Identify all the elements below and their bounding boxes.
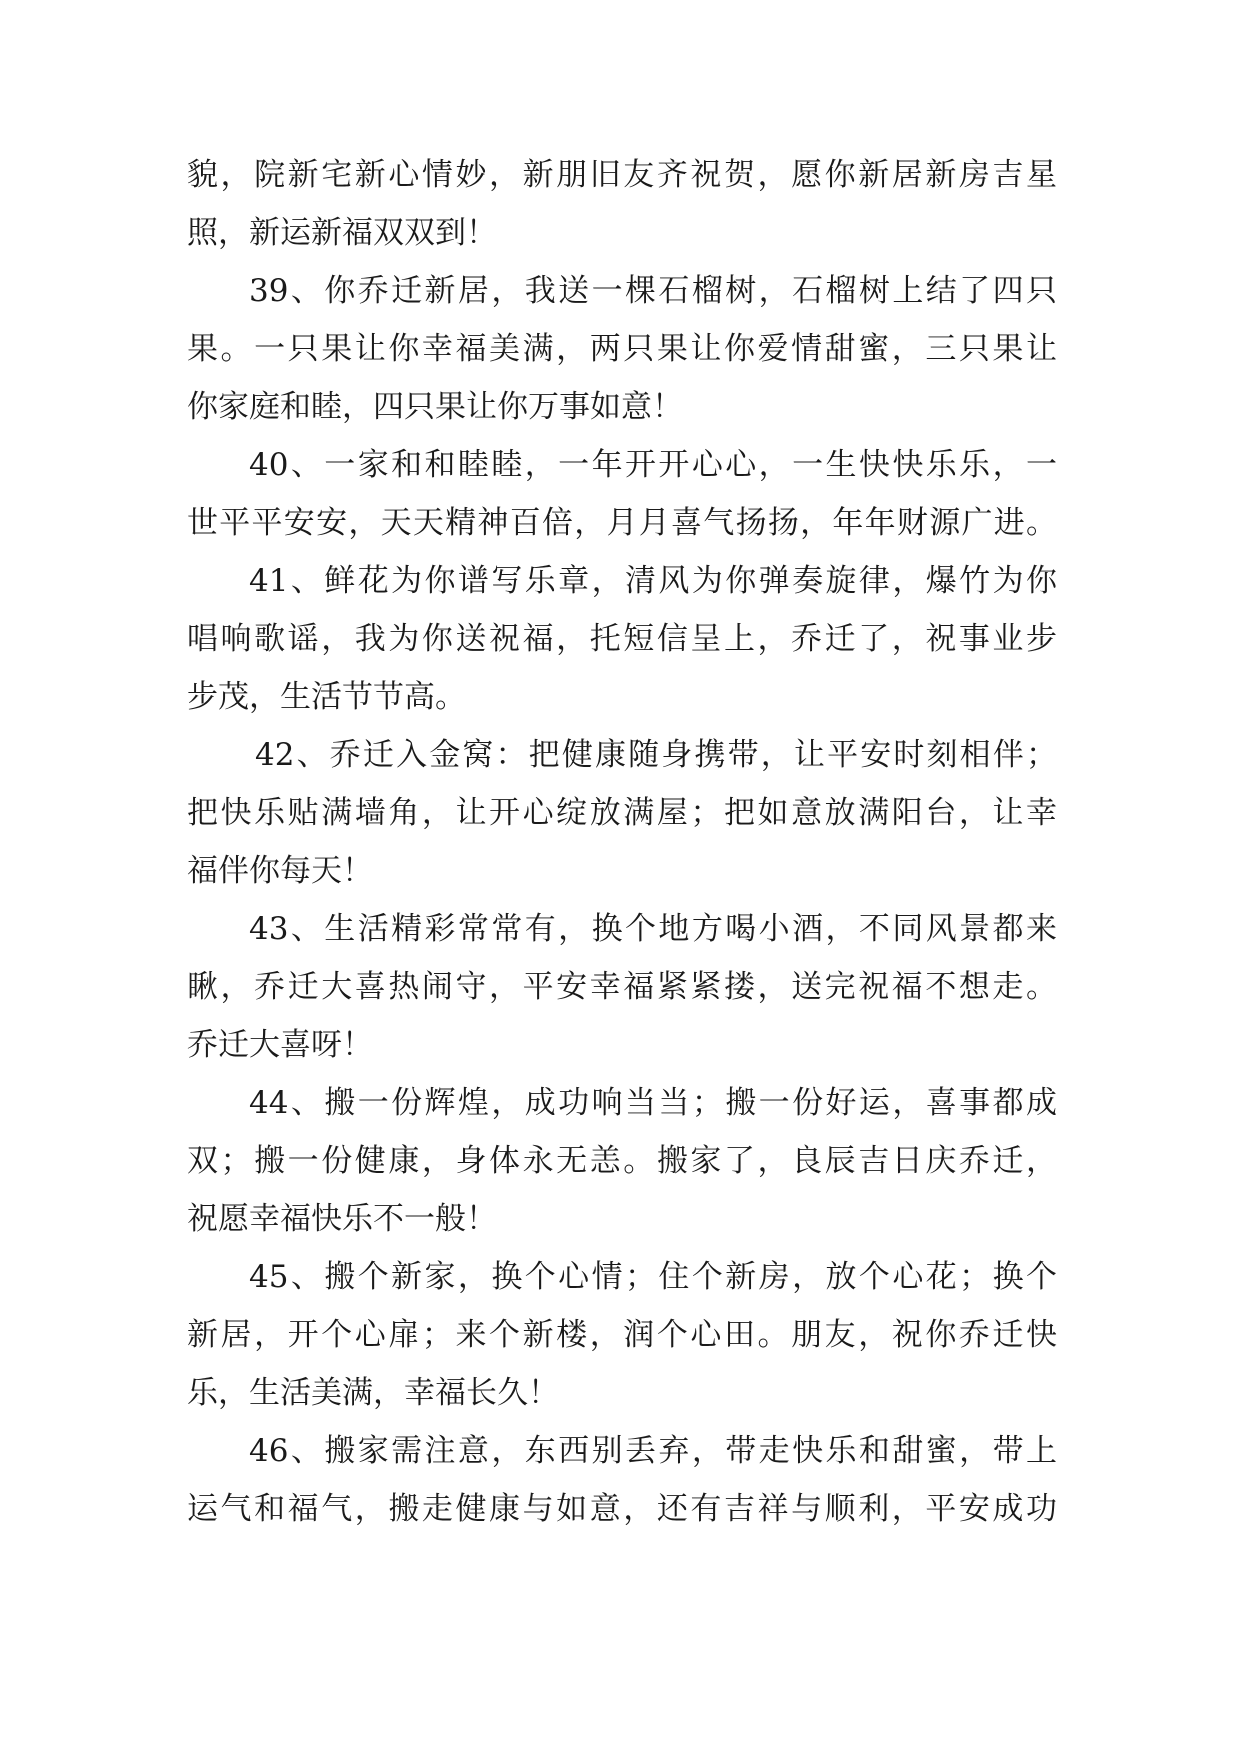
text-line: 瞅，乔迁大喜热闹守，平安幸福紧紧搂，送完祝福不想走。 <box>187 969 1057 1005</box>
text-line: 世平平安安，天天精神百倍，月月喜气扬扬，年年财源广进。 <box>187 505 1057 541</box>
text-line: 福伴你每天！ <box>187 853 373 889</box>
text-line: 祝愿幸福快乐不一般！ <box>187 1201 497 1237</box>
text-line: 运气和福气，搬走健康与如意，还有吉祥与顺利，平安成功 <box>187 1491 1057 1527</box>
text-line: 46、搬家需注意，东西别丢弃，带走快乐和甜蜜，带上 <box>249 1433 1057 1469</box>
text-line: 步茂，生活节节高。 <box>187 679 466 715</box>
text-line: 貌，院新宅新心情妙，新朋旧友齐祝贺，愿你新居新房吉星 <box>187 157 1057 193</box>
text-line: 双；搬一份健康，身体永无恙。搬家了，良辰吉日庆乔迁， <box>187 1143 1057 1179</box>
text-line: 39、你乔迁新居，我送一棵石榴树，石榴树上结了四只 <box>249 273 1057 309</box>
text-line: 照，新运新福双双到！ <box>187 215 497 251</box>
text-line: 把快乐贴满墙角，让开心绽放满屋；把如意放满阳台，让幸 <box>187 795 1057 831</box>
text-line: 43、生活精彩常常有，换个地方喝小酒，不同风景都来 <box>249 911 1057 947</box>
text-line: 42、乔迁入金窝：把健康随身携带，让平安时刻相伴； <box>255 737 1057 773</box>
text-line: 41、鲜花为你谱写乐章，清风为你弹奏旋律，爆竹为你 <box>249 563 1057 599</box>
text-line: 40、一家和和睦睦，一年开开心心，一生快快乐乐，一 <box>249 447 1057 483</box>
text-line: 45、搬个新家，换个心情；住个新房，放个心花；换个 <box>249 1259 1057 1295</box>
text-line: 你家庭和睦，四只果让你万事如意！ <box>187 389 683 425</box>
text-line: 44、搬一份辉煌，成功响当当；搬一份好运，喜事都成 <box>249 1085 1057 1121</box>
text-line: 唱响歌谣，我为你送祝福，托短信呈上，乔迁了，祝事业步 <box>187 621 1057 657</box>
text-line: 乔迁大喜呀！ <box>187 1027 373 1063</box>
text-line: 果。一只果让你幸福美满，两只果让你爱情甜蜜，三只果让 <box>187 331 1057 367</box>
text-line: 新居，开个心扉；来个新楼，润个心田。朋友，祝你乔迁快 <box>187 1317 1057 1353</box>
text-line: 乐，生活美满，幸福长久！ <box>187 1375 559 1411</box>
